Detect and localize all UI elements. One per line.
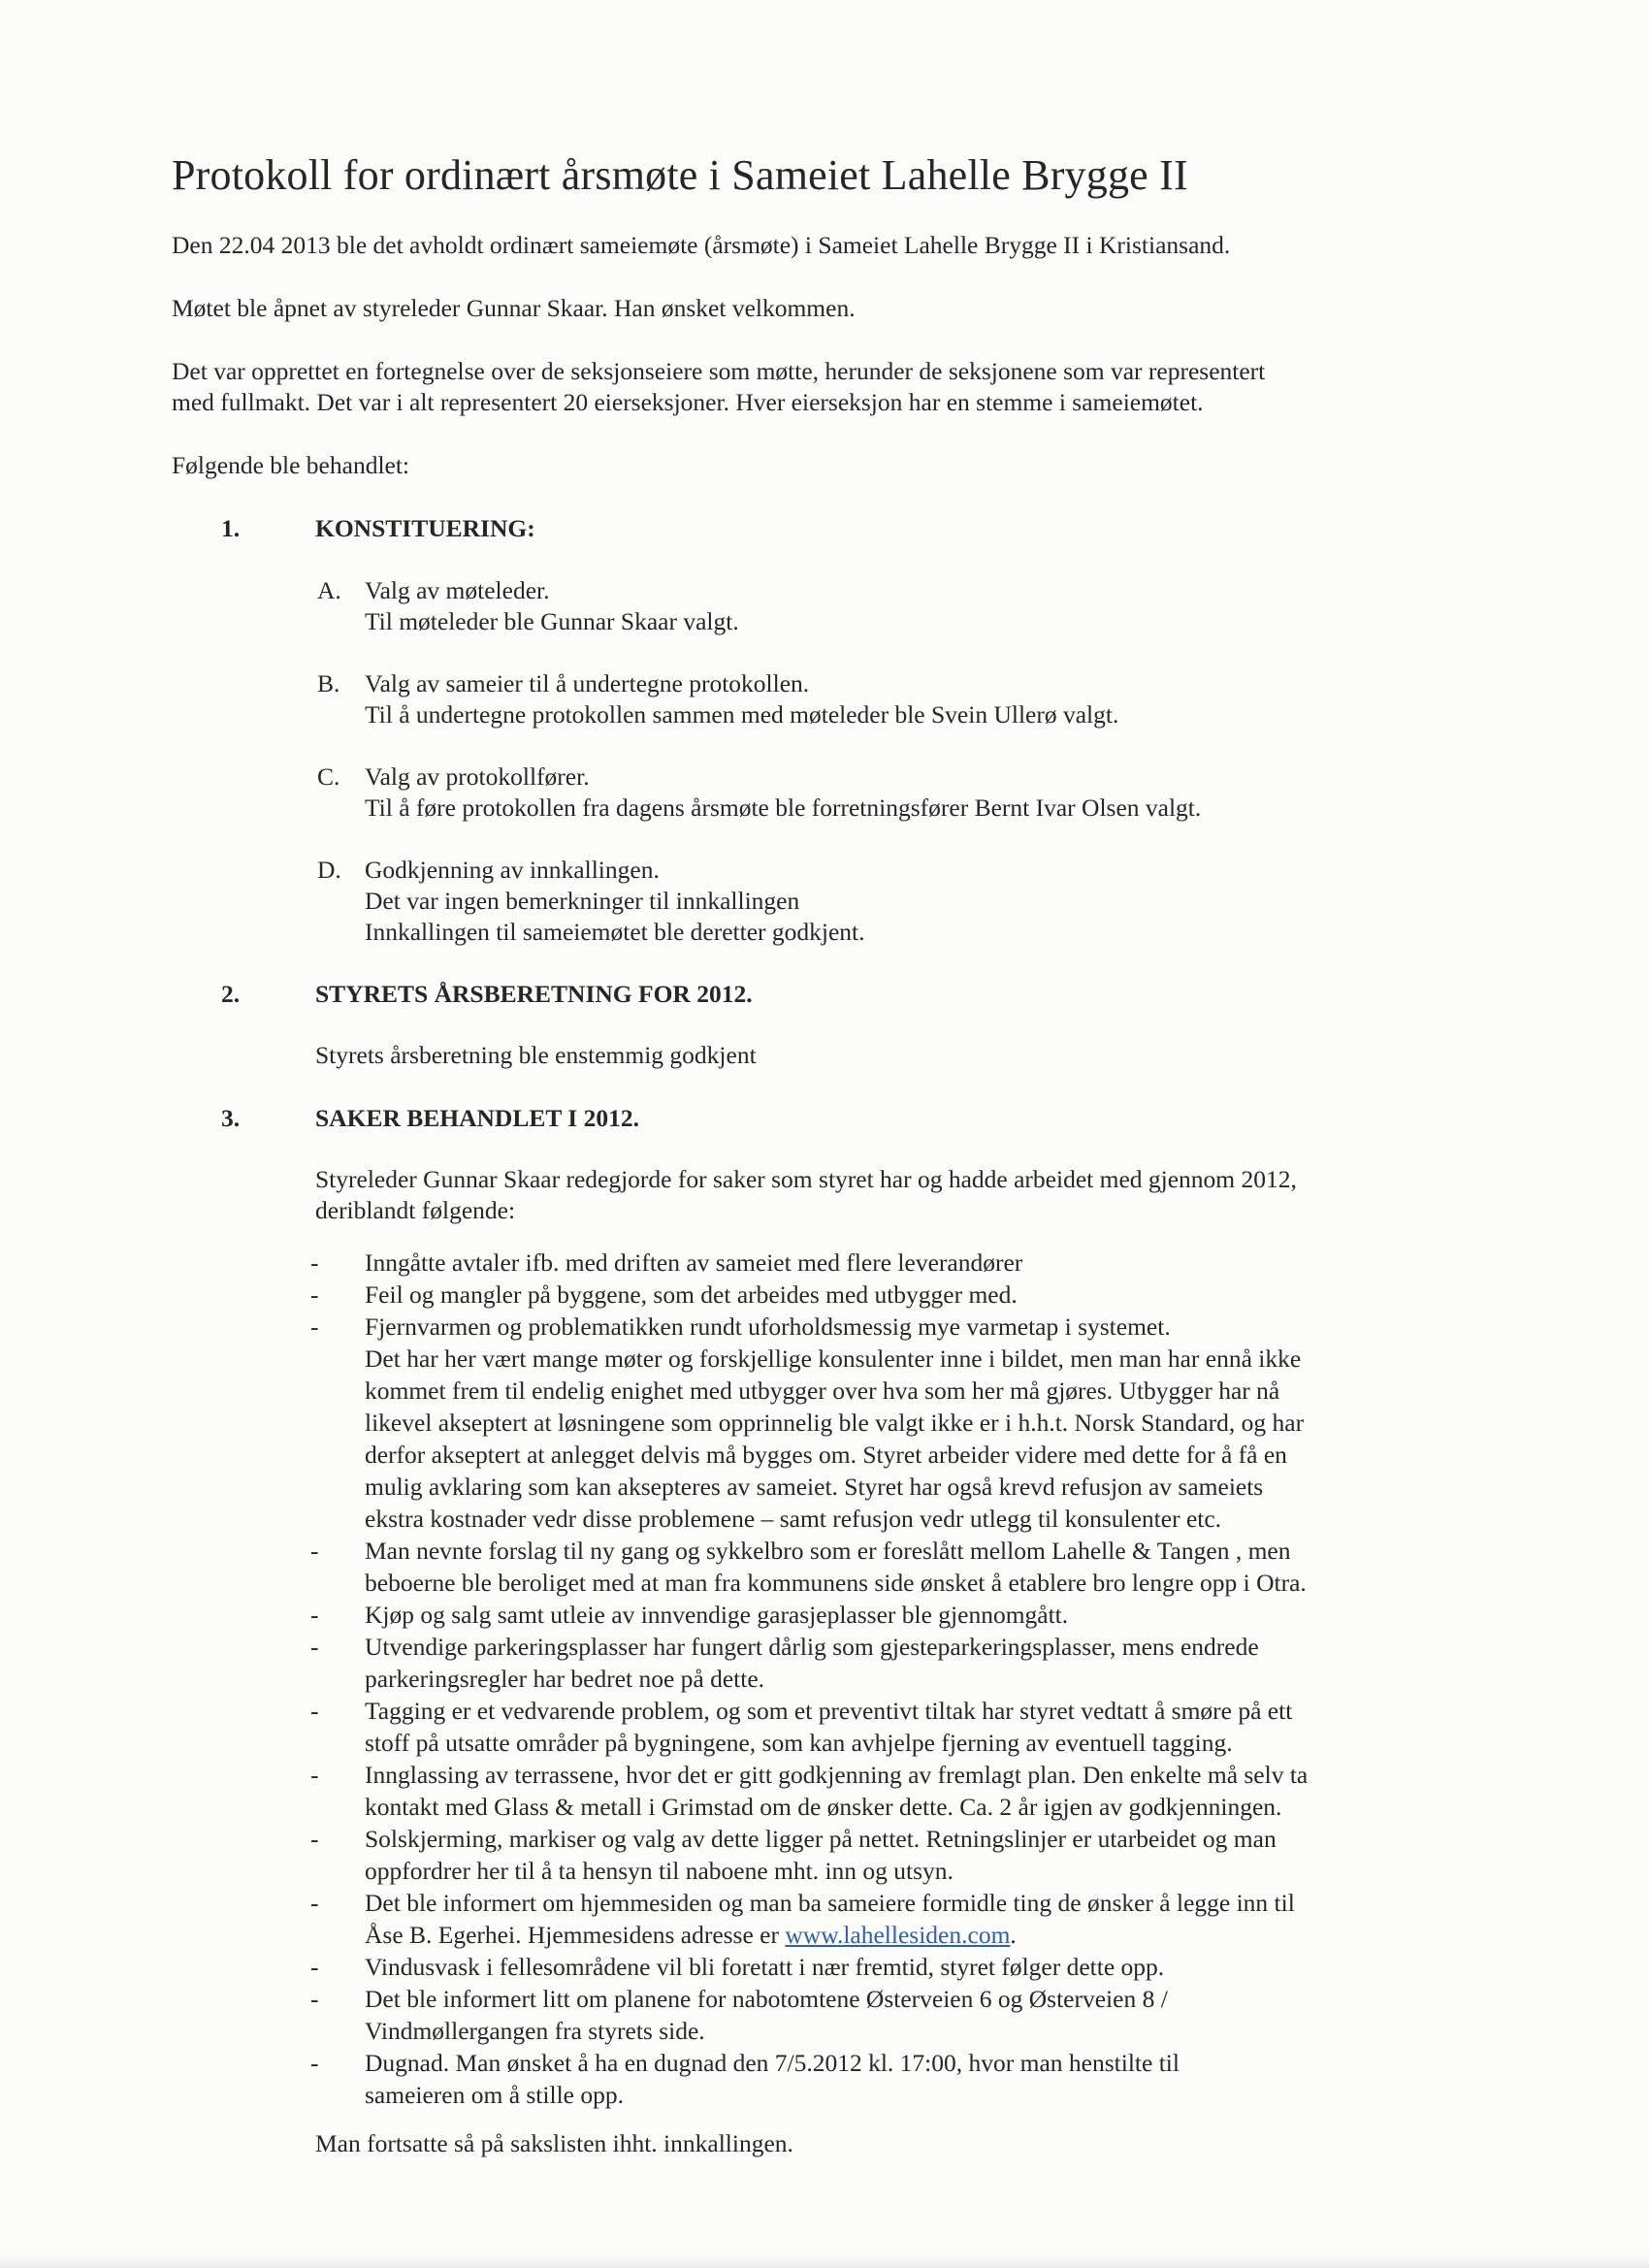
bullet-text: Utvendige parkeringsplasser har fungert dårlig som gjesteparkeringsplasser, mens endrede	[365, 1633, 1259, 1661]
list-item	[310, 1535, 1455, 1599]
bullet-text: Feil og mangler på byggene, som det arbeides med utbygger med.	[365, 1280, 1018, 1309]
item-b-result: Til å undertegne protokollen sammen med møteleder ble Svein Ullerø valgt.	[365, 700, 1119, 729]
list-item	[310, 1983, 1455, 2047]
list-item	[310, 1311, 1455, 1535]
list-item	[310, 1247, 1455, 1279]
list-item	[310, 1631, 1455, 1695]
bullet-text: Solskjerming, markiser og valg av dette ligger på nettet. Retningslinjer er utarbeidet og man	[365, 1825, 1277, 1853]
section-3-heading: SAKER BEHANDLET I 2012.	[315, 1104, 639, 1132]
bullet-text: Man nevnte forslag til ny gang og sykkelbro som er foreslått mellom Lahelle & Tangen , men	[365, 1537, 1291, 1565]
item-c-letter: C.	[317, 762, 340, 791]
bullet-dash: -	[310, 1280, 319, 1309]
section-3-intro-line-1: Styreleder Gunnar Skaar redegjorde for saker som styret har og hadde arbeidet med gjennom 2012,	[315, 1165, 1297, 1193]
bullet-text: Det ble informert om hjemmesiden og man ba sameiere formidle ting de ønsker å legge inn til	[365, 1889, 1295, 1917]
list-item	[310, 1887, 1455, 1951]
bullet-text: ekstra kostnader vedr disse problemene – samt refusjon vedr utlegg til konsulenter etc.	[365, 1505, 1222, 1533]
bullet-text: Dugnad. Man ønsket å ha en dugnad den 7/5.2012 kl. 17:00, hvor man henstilte til	[365, 2049, 1180, 2077]
bullet-text: Vindmøllergangen fra styrets side.	[365, 2017, 705, 2045]
bullet-text: Det ble informert litt om planene for nabotomtene Østerveien 6 og Østerveien 8 /	[365, 1985, 1168, 2013]
item-d-remarks: Det var ingen bemerkninger til innkallingen	[365, 887, 800, 915]
item-a-title: Valg av møteleder.	[365, 576, 550, 604]
scan-bottom-edge	[0, 2254, 1649, 2268]
intro-attendance-line-1: Det var opprettet en fortegnelse over de seksjonseiere som møtte, herunder de seksjonene som var representert	[172, 357, 1266, 385]
list-item	[310, 1279, 1455, 1311]
section-3-number: 3.	[221, 1104, 241, 1132]
section-2-heading: STYRETS ÅRSBERETNING FOR 2012.	[315, 980, 753, 1008]
bullet-dash: -	[310, 1697, 319, 1725]
bullet-dash: -	[310, 1825, 319, 1853]
bullet-text: stoff på utsatte områder på bygningene, som kan avhjelpe fjerning av eventuell tagging.	[365, 1729, 1233, 1757]
bullet-text: mulig avklaring som kan aksepteres av sameiet. Styret har også krevd refusjon av sameiets	[365, 1473, 1264, 1501]
bullet-dash: -	[310, 1985, 319, 2013]
bullet-dash: -	[310, 1312, 319, 1341]
bullet-text: Kjøp og salg samt utleie av innvendige garasjeplasser ble gjennomgått.	[365, 1601, 1069, 1629]
saker-bullet-list	[310, 1247, 1455, 2111]
bullet-dash: -	[310, 1601, 319, 1629]
item-d-title: Godkjenning av innkallingen.	[365, 856, 660, 884]
intro-following: Følgende ble behandlet:	[172, 451, 410, 479]
item-a-result: Til møteleder ble Gunnar Skaar valgt.	[365, 607, 739, 635]
bullet-dash: -	[310, 1248, 319, 1277]
bullet-text: likevel akseptert at løsningene som opprinnelig ble valgt ikke er i h.h.t. Norsk Standard, og har	[365, 1409, 1305, 1437]
bullet-text: sameieren om å stille opp.	[365, 2081, 624, 2109]
intro-opening: Møtet ble åpnet av styreleder Gunnar Skaar. Han ønsket velkommen.	[172, 294, 856, 322]
item-b-letter: B.	[317, 669, 340, 697]
bullet-text: kontakt med Glass & metall i Grimstad om de ønsker dette. Ca. 2 år igjen av godkjenningen.	[365, 1793, 1282, 1821]
item-c-result: Til å føre protokollen fra dagens årsmøte ble forretningsfører Bernt Ivar Olsen valgt.	[365, 794, 1202, 822]
bullet-text: kommet frem til endelig enighet med utbygger over hva som her må gjøres. Utbygger har nå	[365, 1377, 1280, 1405]
list-item	[310, 1951, 1455, 1983]
link-prefix: Åse B. Egerhei. Hjemmesidens adresse er	[365, 1921, 786, 1949]
link-suffix: .	[1010, 1921, 1017, 1949]
bullet-text-with-link	[365, 1919, 1455, 1951]
item-b-title: Valg av sameier til å undertegne protokollen.	[365, 669, 810, 697]
section-1-number: 1.	[221, 514, 241, 542]
bullet-text: beboerne ble beroliget med at man fra kommunens side ønsket å etablere bro lengre opp i Otra.	[365, 1569, 1307, 1597]
list-item	[310, 1695, 1455, 1759]
list-item	[310, 1823, 1455, 1887]
item-d-approved: Innkallingen til sameiemøtet ble deretter godkjent.	[365, 918, 865, 946]
bullet-text: Inngåtte avtaler ifb. med driften av sameiet med flere leverandører	[365, 1248, 1023, 1277]
section-3-intro-line-2: deriblandt følgende:	[315, 1196, 516, 1224]
bullet-dash: -	[310, 1761, 319, 1789]
bullet-text: parkeringsregler har bedret noe på dette.	[365, 1665, 765, 1693]
section-2-text: Styrets årsberetning ble enstemmig godkjent	[315, 1041, 757, 1069]
document-title: Protokoll for ordinært årsmøte i Sameiet Lahelle Brygge II	[172, 151, 1188, 199]
bullet-text: oppfordrer her til å ta hensyn til naboene mht. inn og utsyn.	[365, 1857, 954, 1885]
bullet-text: Fjernvarmen og problematikken rundt uforholdsmessig mye varmetap i systemet.	[365, 1312, 1171, 1341]
intro-attendance-line-2: med fullmakt. Det var i alt representert 20 eierseksjoner. Hver eierseksjon har en stemme i sameiemøtet.	[172, 388, 1204, 416]
bullet-text: Det har her vært mange møter og forskjellige konsulenter inne i bildet, men man har ennå ikke	[365, 1345, 1302, 1373]
list-item	[310, 1599, 1455, 1631]
section-3-closing: Man fortsatte så på sakslisten ihht. innkallingen.	[315, 2129, 793, 2157]
bullet-dash: -	[310, 1953, 319, 1981]
bullet-dash: -	[310, 2049, 319, 2077]
item-d-letter: D.	[317, 856, 341, 884]
bullet-text: Tagging er et vedvarende problem, og som et preventivt tiltak har styret vedtatt å smøre på ett	[365, 1697, 1293, 1725]
intro-meeting-date: Den 22.04 2013 ble det avholdt ordinært sameiemøte (årsmøte) i Sameiet Lahelle Brygge II i Kristiansand.	[172, 231, 1231, 259]
bullet-text: derfor akseptert at anlegget delvis må bygges om. Styret arbeider videre med dette for å få en	[365, 1441, 1287, 1469]
bullet-dash: -	[310, 1633, 319, 1661]
bullet-text: Innglassing av terrassene, hvor det er gitt godkjenning av fremlagt plan. Den enkelte må selv ta	[365, 1761, 1309, 1789]
homepage-link[interactable]: www.lahellesiden.com	[785, 1921, 1011, 1949]
section-1-heading: KONSTITUERING:	[315, 514, 535, 542]
item-c-title: Valg av protokollfører.	[365, 762, 590, 791]
bullet-text: Vindusvask i fellesområdene vil bli foretatt i nær fremtid, styret følger dette opp.	[365, 1953, 1165, 1981]
bullet-dash: -	[310, 1889, 319, 1917]
list-item	[310, 1759, 1455, 1823]
bullet-dash: -	[310, 1537, 319, 1565]
section-2-number: 2.	[221, 980, 241, 1008]
list-item	[310, 2047, 1455, 2111]
item-a-letter: A.	[317, 576, 341, 604]
